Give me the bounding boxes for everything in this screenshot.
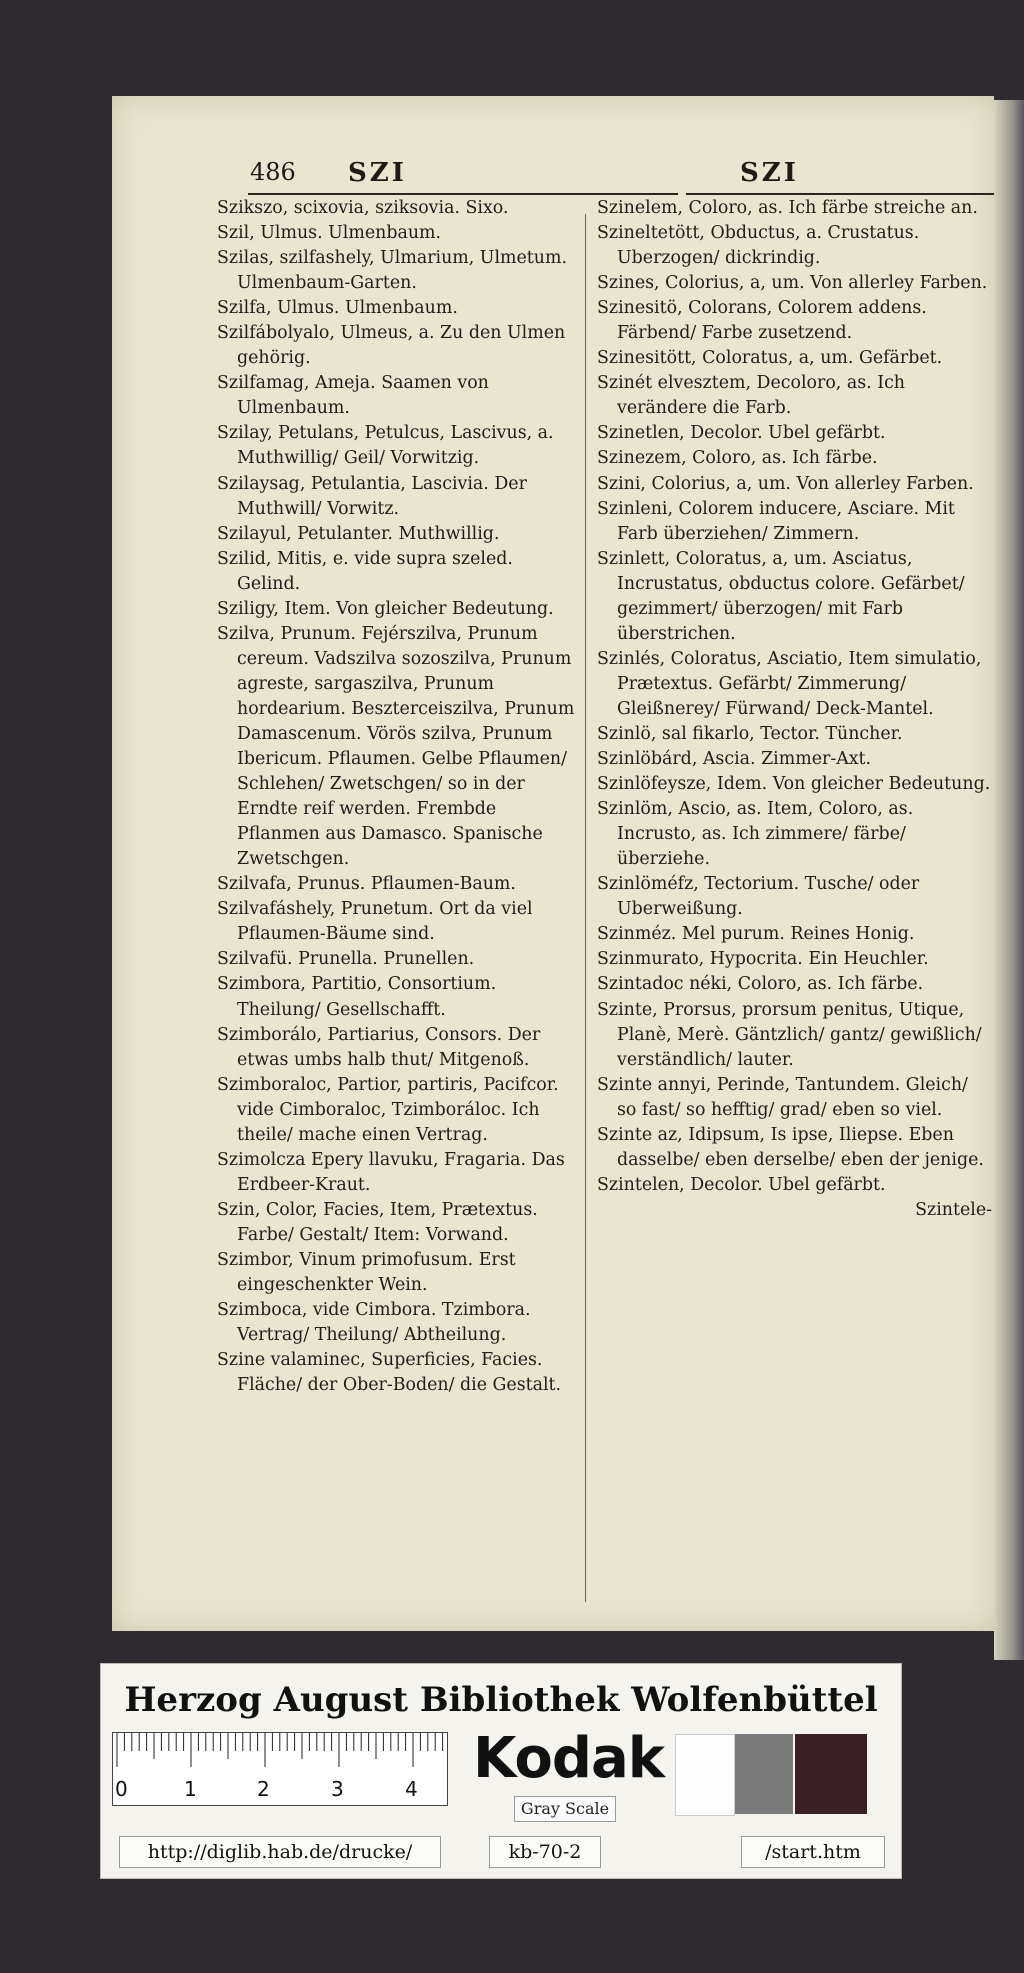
dictionary-entry: Szinlö, sal fikarlo, Tector. Tüncher. bbox=[597, 723, 903, 744]
ruler-number: 2 bbox=[257, 1777, 270, 1801]
dictionary-entry: Szinlöfeysze, Idem. Von gleicher Bedeutung. bbox=[597, 774, 991, 795]
dictionary-entry: Szinte az, Idipsum, Is ipse, Iliepse. Eben dasselbe/ eben derselbe/ eben der jenige. bbox=[597, 1124, 984, 1170]
dictionary-entry: Szimbor, Vinum primofusum. Erst eingeschenkter Wein. bbox=[217, 1249, 516, 1296]
catchword: Szintele- bbox=[915, 1199, 992, 1220]
book-page bbox=[112, 96, 994, 1631]
dictionary-entry: Szilfamag, Ameja. Saamen von Ulmenbaum. bbox=[217, 373, 489, 419]
kodak-logo: Kodak bbox=[473, 1726, 664, 1791]
dictionary-entry: Szilvafa, Prunus. Pflaumen-Baum. bbox=[217, 874, 516, 895]
page-number: 486 bbox=[250, 158, 296, 186]
dictionary-entry: Sziligy, Item. Von gleicher Bedeutung. bbox=[217, 598, 554, 619]
dictionary-entry: Szini, Colorius, a, um. Von allerley Farben. bbox=[597, 473, 974, 494]
url-left-box: http://diglib.hab.de/drucke/ bbox=[119, 1836, 441, 1868]
gray-patch-dark bbox=[795, 1734, 867, 1814]
dictionary-entry: Szin, Color, Facies, Item, Prætextus. Farbe/ Gestalt/ Item: Vorwand. bbox=[217, 1199, 538, 1245]
ruler-number: 1 bbox=[184, 1777, 197, 1801]
ruler-number: 3 bbox=[331, 1777, 344, 1801]
dictionary-entry: Szinesitött, Coloratus, a, um. Gefärbet. bbox=[597, 348, 943, 369]
dictionary-entry: Szilayul, Petulanter. Muthwillig. bbox=[217, 523, 500, 544]
ruler-number: 4 bbox=[405, 1777, 418, 1801]
dictionary-entry: Szil, Ulmus. Ulmenbaum. bbox=[217, 223, 442, 244]
dictionary-entry: Szimboca, vide Cimbora. Tzimbora. Vertrag/ Theilung/ Abtheilung. bbox=[217, 1300, 531, 1346]
dictionary-entry: Szilid, Mitis, e. vide supra szeled. Gelind. bbox=[217, 548, 513, 594]
column-divider bbox=[585, 214, 586, 1602]
dictionary-entry: Szilas, szilfashely, Ulmarium, Ulmetum. Ulmenbaum-Garten. bbox=[217, 248, 568, 294]
dictionary-entry: Szinét elvesztem, Decoloro, as. Ich verändere die Farb. bbox=[597, 373, 906, 419]
color-target-card bbox=[100, 1663, 902, 1879]
dictionary-entry: Szimborálo, Partiarius, Consors. Der etwas umbs halb thut/ Mitgenoß. bbox=[217, 1024, 541, 1070]
dictionary-entry: Szines, Colorius, a, um. Von allerley Farben. bbox=[597, 273, 988, 294]
dictionary-entry: Szinte, Prorsus, prorsum penitus, Utique, Planè, Merè. Gäntzlich/ gantz/ gewißlich/ verständlich/ lauter. bbox=[597, 999, 982, 1070]
library-title: Herzog August Bibliothek Wolfenbüttel bbox=[124, 1680, 878, 1720]
dictionary-entry: Szintelen, Decolor. Ubel gefärbt. bbox=[597, 1174, 886, 1195]
dictionary-entry: Szilvafáshely, Prunetum. Ort da viel Pflaumen-Bäume sind. bbox=[217, 899, 533, 945]
dictionary-entry: Szilfábolyalo, Ulmeus, a. Zu den Ulmen gehörig. bbox=[217, 323, 566, 369]
url-right-box: /start.htm bbox=[741, 1836, 885, 1868]
dictionary-entry: Szinte annyi, Perinde, Tantundem. Gleich/ so fast/ so hefftig/ grad/ eben so viel. bbox=[597, 1074, 968, 1120]
dictionary-entry: Szinezem, Coloro, as. Ich färbe. bbox=[597, 448, 878, 469]
header-rule-right bbox=[686, 193, 1024, 195]
dictionary-entry: Szilvafü. Prunella. Prunellen. bbox=[217, 949, 475, 970]
right-column bbox=[597, 196, 992, 1223]
dictionary-entry: Szinméz. Mel purum. Reines Honig. bbox=[597, 924, 915, 945]
ruler-ticks bbox=[113, 1733, 447, 1769]
dictionary-entry: Szinlöbárd, Ascia. Zimmer-Axt. bbox=[597, 749, 872, 770]
dictionary-entry: Szinetlen, Decolor. Ubel gefärbt. bbox=[597, 423, 886, 444]
dictionary-entry: Szinesitö, Colorans, Colorem addens. Färbend/ Farbe zusetzend. bbox=[597, 298, 927, 344]
dictionary-entry: Szimbora, Partitio, Consortium. Theilung/ Gesellschafft. bbox=[217, 974, 497, 1020]
header-rule-left bbox=[248, 193, 678, 195]
ruler-number: 0 bbox=[115, 1777, 128, 1801]
dictionary-entry: Szinlés, Coloratus, Asciatio, Item simulatio, Prætextus. Gefärbt/ Zimmerung/ Gleißnerey/ Fürwand/ Deck-Mantel. bbox=[597, 648, 982, 719]
gray-patch-white bbox=[675, 1734, 735, 1816]
dictionary-entry: Szine valaminec, Superficies, Facies. Fläche/ der Ober-Boden/ die Gestalt. bbox=[217, 1350, 562, 1396]
dictionary-entry: Szilaysag, Petulantia, Lascivia. Der Muthwill/ Vorwitz. bbox=[217, 473, 527, 519]
dictionary-entry: Szinlöm, Ascio, as. Item, Coloro, as. Incrusto, as. Ich zimmere/ färbe/ überziehe. bbox=[597, 799, 914, 870]
dictionary-entry: Szinmurato, Hypocrita. Ein Heuchler. bbox=[597, 949, 929, 970]
gray-scale-label: Gray Scale bbox=[514, 1796, 616, 1822]
dictionary-entry: Szimolcza Epery llavuku, Fragaria. Das Erdbeer-Kraut. bbox=[217, 1149, 565, 1195]
dictionary-entry: Szinlöméfz, Tectorium. Tusche/ oder Uberweißung. bbox=[597, 874, 920, 920]
dictionary-entry: Szineltetött, Obductus, a. Crustatus. Uberzogen/ dickrindig. bbox=[597, 223, 920, 269]
left-column bbox=[217, 196, 575, 1398]
dictionary-entry: Szinleni, Colorem inducere, Asciare. Mit Farb überziehen/ Zimmern. bbox=[597, 498, 955, 544]
running-head-left: SZI bbox=[348, 158, 407, 188]
scale-ruler bbox=[112, 1732, 448, 1806]
dictionary-entry: Szilva, Prunum. Fejérszilva, Prunum cereum. Vadszilva sozoszilva, Prunum agreste, sargaszilva, Prunum hordearium. Beszterceiszilva, Prunum Damascenum. Vörös szilva, Prunum Ibericum. Pflaumen. Gelbe Pflaumen/ Schlehen/ Zwetschgen/ so in der Erndte reif werden. Frembde Pflanmen aus Damasco. Spanische Zwetschgen. bbox=[217, 623, 575, 870]
book-edge bbox=[994, 100, 1024, 1660]
dictionary-entry: Szimboraloc, Partior, partiris, Pacifcor. vide Cimboraloc, Tzimboráloc. Ich theile/ mache einen Vertrag. bbox=[217, 1074, 559, 1145]
dictionary-entry: Szilfa, Ulmus. Ulmenbaum. bbox=[217, 298, 458, 319]
gray-patch-mid bbox=[735, 1734, 793, 1814]
url-mid-box: kb-70-2 bbox=[489, 1836, 601, 1868]
dictionary-entry: Szinelem, Coloro, as. Ich färbe streiche an. bbox=[597, 198, 978, 218]
dictionary-entry: Szilay, Petulans, Petulcus, Lascivus, a. Muthwillig/ Geil/ Vorwitzig. bbox=[217, 423, 554, 469]
dictionary-entry: Szikszo, scixovia, sziksovia. Sixo. bbox=[217, 198, 509, 218]
running-head-right: SZI bbox=[740, 158, 799, 188]
dictionary-entry: Szintadoc néki, Coloro, as. Ich färbe. bbox=[597, 974, 924, 995]
dictionary-entry: Szinlett, Coloratus, a, um. Asciatus, Incrustatus, obductus colore. Gefärbet/ gezimmert/ überzogen/ mit Farb überstrichen. bbox=[597, 548, 965, 644]
